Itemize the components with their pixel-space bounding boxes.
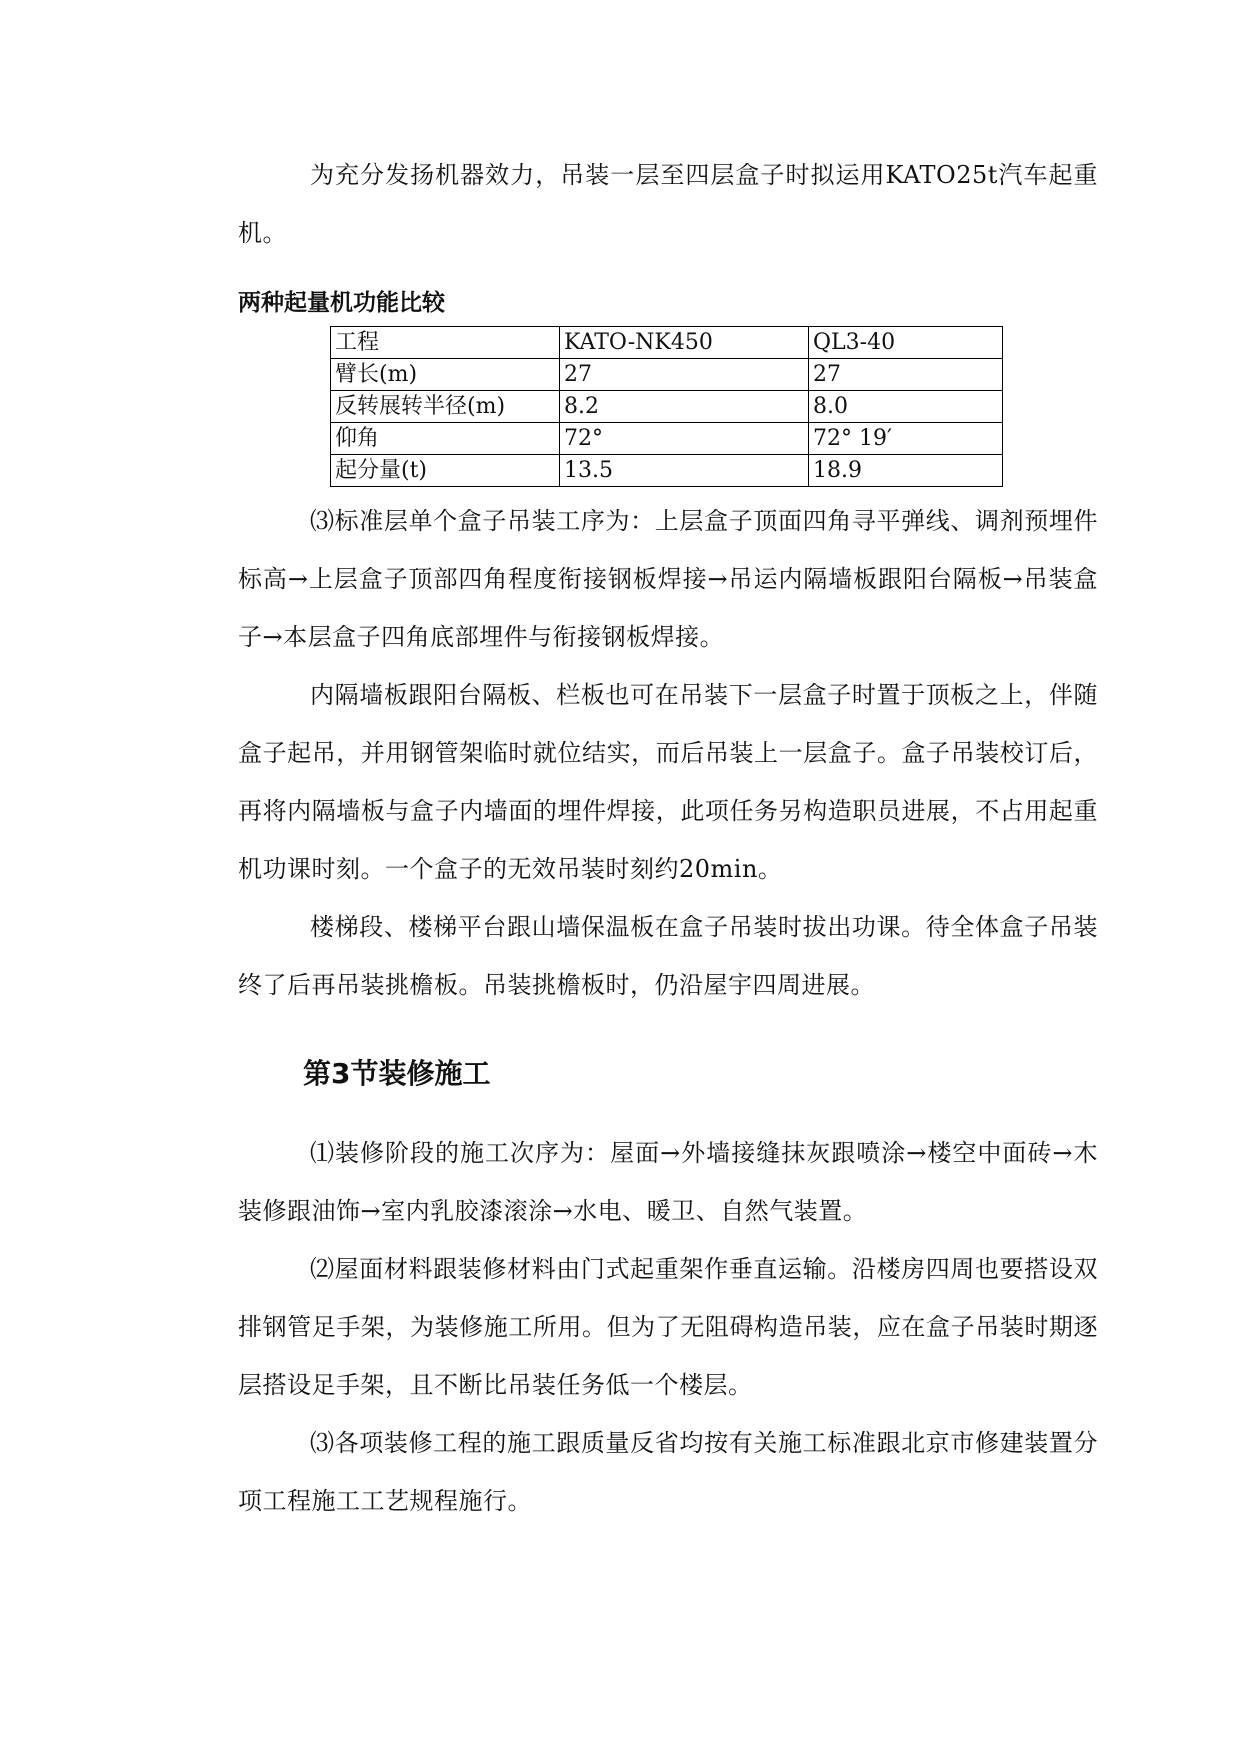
table-cell: 反转展转半径(m): [331, 391, 560, 423]
paragraph-hoisting-sequence: ⑶标准层单个盒子吊装工序为：上层盒子顶面四角寻平弹线、调剂预埋件标高→上层盒子顶部四角程度衔接钢板焊接→吊运内隔墙板跟阳台隔板→吊装盒子→本层盒子四角底部埋件与衔接钢板焊接。: [238, 507, 1098, 651]
table-header-cell: QL3-40: [809, 327, 1003, 359]
table-title: 两种起量机功能比较: [238, 290, 445, 316]
table-cell: 8.2: [560, 391, 809, 423]
paragraph-decoration-order: ⑴装修阶段的施工次序为：屋面→外墙接缝抹灰跟喷涂→楼空中面砖→木装修跟油饰→室内乳胶漆滚涂→水电、暖卫、自然气装置。: [238, 1139, 1098, 1225]
table-cell: 72°: [560, 423, 809, 455]
paragraph-quality-standards: ⑶各项装修工程的施工跟质量反省均按有关施工标准跟北京市修建装置分项工程施工工艺规程施行。: [238, 1429, 1098, 1515]
paragraph-materials-transport: ⑵屋面材料跟装修材料由门式起重架作垂直运输。沿楼房四周也要搭设双排钢管足手架，为装修施工所用。但为了无阻碍构造吊装，应在盒子吊装时期逐层搭设足手架，且不断比吊装任务低一个楼层。: [238, 1255, 1098, 1399]
table-header-row: [331, 327, 1003, 359]
table-row: [331, 423, 1003, 455]
table-cell: 8.0: [809, 391, 1003, 423]
crane-comparison-table: [330, 326, 1003, 487]
table-cell: 18.9: [809, 455, 1003, 487]
paragraph-crane-choice: 为充分发扬机器效力，吊装一层至四层盒子时拟运用KATO25t汽车起重机。: [238, 161, 1098, 247]
table-cell: 13.5: [560, 455, 809, 487]
table-header-cell: KATO-NK450: [560, 327, 809, 359]
section-heading: 第3节装修施工: [303, 1057, 491, 1090]
table-cell: 27: [809, 359, 1003, 391]
paragraph-stairs: 楼梯段、楼梯平台跟山墙保温板在盒子吊装时拔出功课。待全体盒子吊装终了后再吊装挑檐板。吊装挑檐板时，仍沿屋宇四周进展。: [238, 913, 1098, 999]
table-cell: 仰角: [331, 423, 560, 455]
table-cell: 起分量(t): [331, 455, 560, 487]
table-cell: 72° 19′: [809, 423, 1003, 455]
table-row: [331, 359, 1003, 391]
table-cell: 臂长(m): [331, 359, 560, 391]
table-row: [331, 391, 1003, 423]
table-header-cell: 工程: [331, 327, 560, 359]
paragraph-partition-boards: 内隔墙板跟阳台隔板、栏板也可在吊装下一层盒子时置于顶板之上，伴随盒子起吊，并用钢管架临时就位结实，而后吊装上一层盒子。盒子吊装校订后，再将内隔墙板与盒子内墙面的埋件焊接，此项任务另构造职员进展，不占用起重机功课时刻。一个盒子的无效吊装时刻约20min。: [238, 681, 1098, 883]
table-cell: 27: [560, 359, 809, 391]
table-row: [331, 455, 1003, 487]
